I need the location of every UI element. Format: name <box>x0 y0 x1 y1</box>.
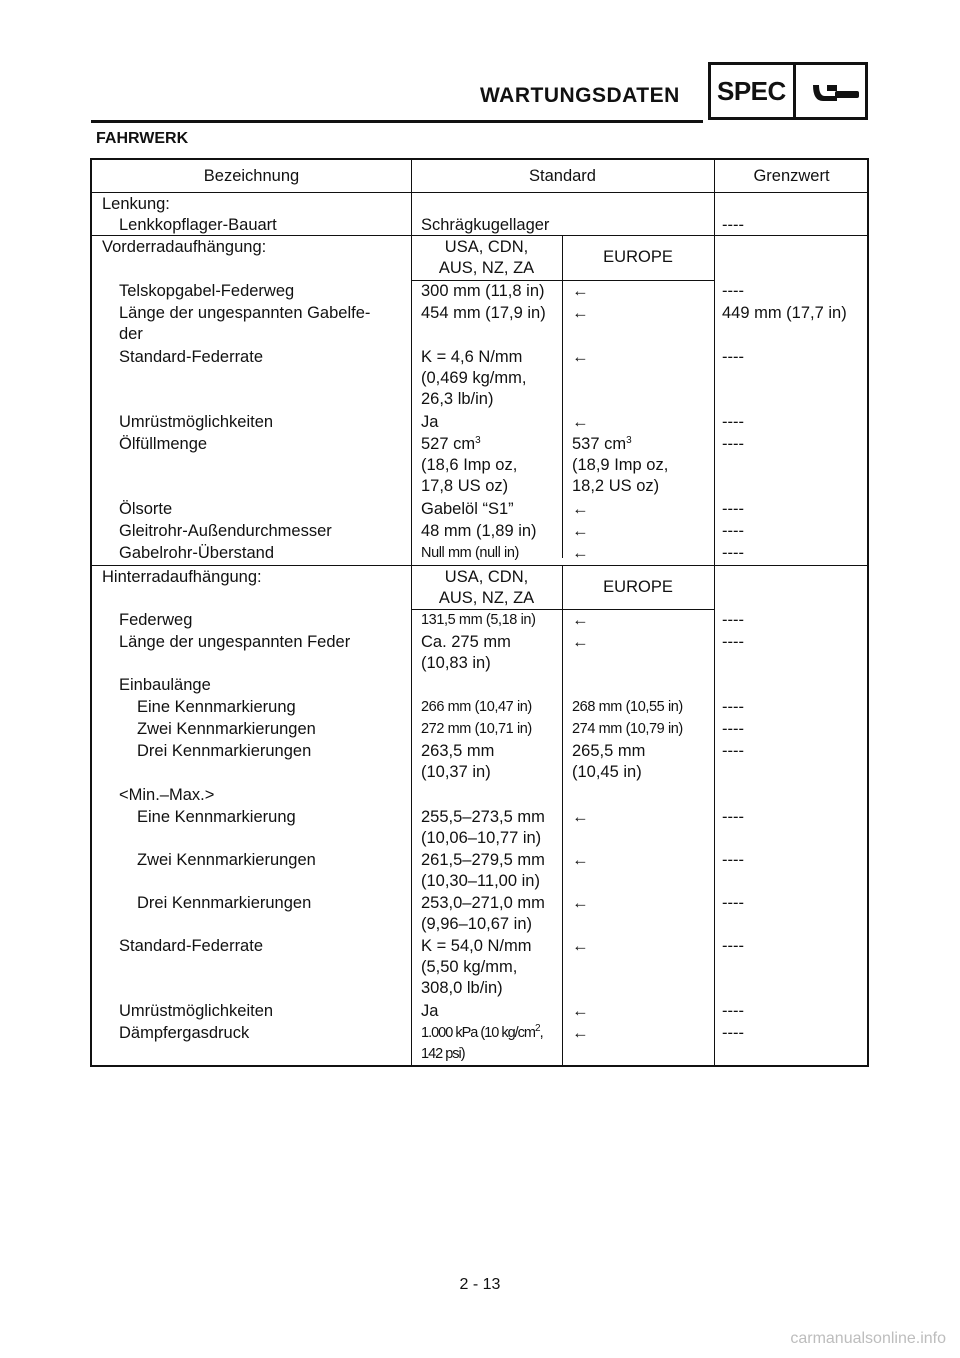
cell-standard: Gabelöl “S1” <box>421 500 514 518</box>
cell-standard-europe <box>572 434 632 455</box>
row-label: Telskopgabel-Federweg <box>119 282 295 300</box>
cell-limit: 449 mm (17,7 in) <box>722 304 847 322</box>
cell-standard-europe-sub: (18,9 Imp oz, 18,2 US oz) <box>572 456 669 495</box>
row-label: Ölsorte <box>119 500 173 518</box>
cell-limit: ---- <box>722 500 744 518</box>
row-label: Gabelrohr-Überstand <box>119 544 274 562</box>
row-label: Gleitrohr-Außendurchmesser <box>119 522 332 540</box>
cell-standard-europe: ← <box>572 1002 589 1020</box>
cell-limit: ---- <box>722 413 744 431</box>
cell-standard: 266 mm (10,47 in) <box>421 699 532 715</box>
spec-label: SPEC <box>717 76 786 106</box>
cell-standard: Null mm (null in) <box>421 545 519 561</box>
cell-limit: ---- <box>722 937 744 955</box>
region-header: EUROPE <box>603 578 673 596</box>
cell-limit: ---- <box>722 1024 744 1042</box>
row-label: Länge der ungespannten Feder <box>119 633 351 651</box>
cell-standard-europe: ← <box>572 522 589 540</box>
row-label: Drei Kennmarkierungen <box>137 894 312 912</box>
cell-standard: Schrägkugellager <box>421 216 550 234</box>
cell-standard: 131,5 mm (5,18 in) <box>421 612 536 628</box>
row-label: Zwei Kennmarkierungen <box>137 851 316 869</box>
page-number: 2 - 13 <box>459 1276 501 1293</box>
cell-standard-europe: ← <box>572 544 589 562</box>
row-label: Dämpfergasdruck <box>119 1024 250 1042</box>
badge-divider <box>793 65 796 117</box>
superscript: 2 <box>535 1023 540 1034</box>
cell-standard-europe: ← <box>572 611 589 629</box>
cell-standard: 454 mm (17,9 in) <box>421 304 546 322</box>
cell-standard-europe: ← <box>572 500 589 518</box>
section-title: FAHRWERK <box>96 130 189 147</box>
header-rule-row <box>92 192 869 193</box>
row-label: Eine Kennmarkierung <box>137 808 296 826</box>
col-header-limit: Grenzwert <box>753 167 830 185</box>
group-rule <box>92 565 869 566</box>
cell-standard: K = 54,0 N/mm (5,50 kg/mm, 308,0 lb/in) <box>421 937 532 997</box>
row-label: Zwei Kennmarkierungen <box>137 720 316 738</box>
row-label: Einbaulänge <box>119 676 211 694</box>
row-label: Umrüstmöglichkeiten <box>119 1002 274 1020</box>
cell-standard-europe: ← <box>572 937 589 955</box>
cell-standard-sub: (18,6 Imp oz, 17,8 US oz) <box>421 456 518 495</box>
fork-icon <box>807 77 863 107</box>
cell-limit: ---- <box>722 808 744 826</box>
watermark: carmanualsonline.info <box>790 1330 946 1347</box>
cell-standard: Ca. 275 mm (10,83 in) <box>421 633 511 672</box>
row-label: Lenkkopflager-Bauart <box>119 216 277 234</box>
cell-standard: 48 mm (1,89 in) <box>421 522 537 540</box>
cell-standard-europe: 274 mm (10,79 in) <box>572 721 683 737</box>
cell-standard: Ja <box>421 413 439 431</box>
row-label: Hinterradaufhängung: <box>102 568 262 586</box>
cell-limit: ---- <box>722 720 744 738</box>
cell-limit: ---- <box>722 435 744 453</box>
cell-limit: ---- <box>722 698 744 716</box>
cell-limit: ---- <box>722 522 744 540</box>
value-text: , 142 psi) <box>421 1025 543 1062</box>
row-label: Vorderradaufhängung: <box>102 238 267 256</box>
row-label: Umrüstmöglichkeiten <box>119 413 274 431</box>
cell-limit: ---- <box>722 633 744 651</box>
cell-standard-europe: 265,5 mm (10,45 in) <box>572 742 646 781</box>
row-label: Federweg <box>119 611 193 629</box>
cell-standard: 253,0–271,0 mm (9,96–10,67 in) <box>421 894 545 933</box>
spec-table <box>90 158 869 1067</box>
col-header-standard: Standard <box>529 167 596 185</box>
cell-standard: 263,5 mm (10,37 in) <box>421 742 495 781</box>
cell-standard: 255,5–273,5 mm (10,06–10,77 in) <box>421 808 545 847</box>
cell-standard-europe: ← <box>572 348 589 366</box>
superscript: 3 <box>475 435 481 446</box>
cell-limit: ---- <box>722 894 744 912</box>
cell-limit: ---- <box>722 544 744 562</box>
cell-standard-europe: ← <box>572 304 589 322</box>
value-text: 1.000 kPa (10 kg/cm <box>421 1025 535 1041</box>
col-divider <box>562 565 563 1065</box>
cell-standard: Ja <box>421 1002 439 1020</box>
value-text: 527 cm <box>421 435 476 453</box>
cell-limit: ---- <box>722 1002 744 1020</box>
cell-limit: ---- <box>722 216 744 234</box>
cell-standard: K = 4,6 N/mm (0,469 kg/mm, 26,3 lb/in) <box>421 348 527 408</box>
row-label: Länge der ungespannten Gabelfe- der <box>119 304 371 343</box>
region-header: USA, CDN, AUS, NZ, ZA <box>438 238 535 277</box>
row-label: Eine Kennmarkierung <box>137 698 296 716</box>
row-label: Standard-Federrate <box>119 937 263 955</box>
cell-standard-europe: ← <box>572 894 589 912</box>
cell-limit: ---- <box>722 742 744 760</box>
col-divider <box>714 160 715 1065</box>
col-header-name: Bezeichnung <box>203 167 300 185</box>
cell-limit: ---- <box>722 851 744 869</box>
cell-standard-europe: ← <box>572 282 589 300</box>
cell-standard-europe: 268 mm (10,55 in) <box>572 699 683 715</box>
col-divider <box>411 160 412 1065</box>
superscript: 3 <box>626 435 632 446</box>
cell-standard <box>421 434 481 455</box>
cell-limit: ---- <box>722 348 744 366</box>
header-rule <box>91 120 703 123</box>
row-label: Ölfüllmenge <box>119 435 208 453</box>
row-label: <Min.–Max.> <box>119 786 215 804</box>
value-text: 537 cm <box>572 435 627 453</box>
cell-limit: ---- <box>722 611 744 629</box>
cell-standard-europe: ← <box>572 633 589 651</box>
cell-standard: 300 mm (11,8 in) <box>421 282 545 300</box>
region-header: EUROPE <box>603 248 673 266</box>
cell-standard-europe: ← <box>572 851 589 869</box>
spec-badge <box>708 62 868 120</box>
col-divider <box>562 235 563 558</box>
cell-limit: ---- <box>722 282 744 300</box>
cell-standard-europe: ← <box>572 413 589 431</box>
row-label: Lenkung: <box>102 195 170 213</box>
cell-standard-europe: ← <box>572 808 589 826</box>
cell-standard-europe: ← <box>572 1024 589 1042</box>
row-label: Drei Kennmarkierungen <box>137 742 312 760</box>
page-title: WARTUNGSDATEN <box>480 84 680 107</box>
row-label: Standard-Federrate <box>119 348 263 366</box>
region-header: USA, CDN, AUS, NZ, ZA <box>438 568 535 607</box>
cell-standard: 261,5–279,5 mm (10,30–11,00 in) <box>421 851 545 890</box>
cell-standard: 272 mm (10,71 in) <box>421 721 532 737</box>
cell-standard <box>421 1023 543 1065</box>
